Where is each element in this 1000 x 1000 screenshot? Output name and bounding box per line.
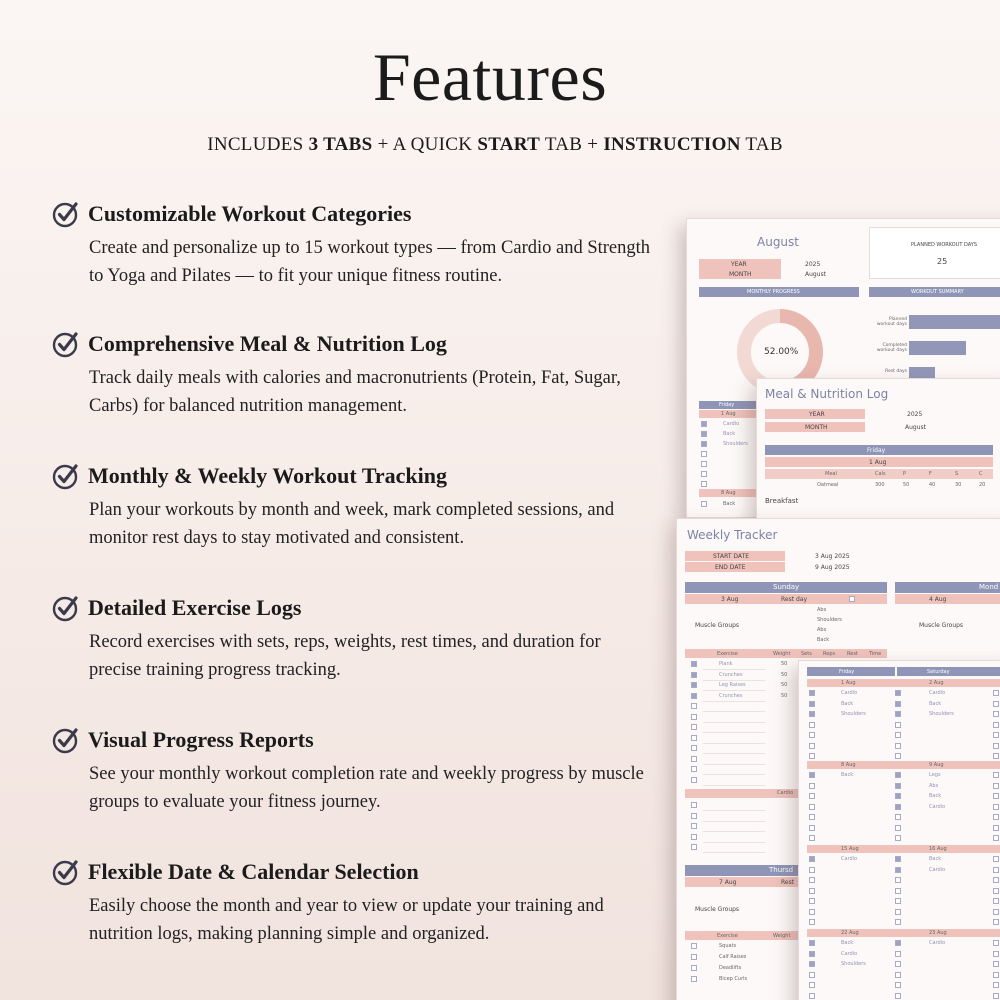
- cal-checkbox[interactable]: [809, 783, 815, 789]
- cal-item: Shoulders: [841, 711, 866, 717]
- thursday-exercise: Calf Raises: [719, 954, 747, 960]
- check-circle-icon: [52, 858, 80, 886]
- cal-item: Abs: [929, 782, 939, 789]
- cal-checkbox[interactable]: [993, 951, 999, 957]
- meal-row-value: 300: [875, 482, 885, 488]
- row-line: [703, 831, 765, 832]
- thursday-checkbox[interactable]: [691, 976, 697, 982]
- cal-checkbox[interactable]: [895, 690, 901, 696]
- row-line: [703, 711, 765, 712]
- meal-month-value: August: [905, 424, 926, 431]
- thursday-ex-col: Exercise: [717, 933, 738, 939]
- cal-item: Back: [841, 700, 854, 707]
- calendar-sheet: [798, 660, 1000, 1000]
- cal-checkbox[interactable]: [809, 982, 815, 988]
- friday-label: Friday: [719, 402, 735, 408]
- cal-checkbox[interactable]: [809, 711, 815, 717]
- subtitle-part: TAB +: [540, 134, 604, 155]
- cal-checkbox[interactable]: [993, 982, 999, 988]
- weekly-title: Weekly Tracker: [687, 528, 778, 542]
- exercise-checkbox[interactable]: [691, 745, 697, 751]
- exercise-weight: 50: [781, 661, 788, 667]
- progress-header-label: MONTHLY PROGRESS: [747, 289, 800, 295]
- cal-item: Cardio: [929, 803, 946, 810]
- row-line: [703, 701, 765, 702]
- cal-checkbox[interactable]: [809, 919, 815, 925]
- cal-item: Back: [841, 772, 854, 778]
- exercise-col: Rest: [847, 651, 858, 657]
- sunday-rest: Rest day: [781, 596, 808, 603]
- cal-checkbox[interactable]: [895, 888, 901, 894]
- feature-description: Easily choose the month and year to view or update your training and nutrition logs, making planning simple and organized.: [89, 896, 604, 944]
- exercise-checkbox[interactable]: [691, 661, 697, 667]
- planned-value: 25: [937, 257, 948, 266]
- cal-checkbox[interactable]: [993, 783, 999, 789]
- day-item: Cardio: [723, 421, 740, 427]
- meal-breakfast: Breakfast: [765, 497, 799, 505]
- meal-row-value: 40: [929, 482, 936, 488]
- day-checkbox[interactable]: [701, 451, 707, 457]
- cal-checkbox[interactable]: [809, 793, 815, 799]
- row-line: [703, 764, 765, 765]
- row-line: [703, 810, 765, 811]
- meal-col: C: [979, 471, 983, 477]
- muscle-groups-label-2: Muscle Groups: [919, 622, 964, 629]
- meal-row-value: 30: [955, 482, 962, 488]
- exercise-checkbox[interactable]: [691, 756, 697, 762]
- cardio-checkbox[interactable]: [691, 844, 697, 850]
- check-circle-icon: [52, 726, 80, 754]
- cal-checkbox[interactable]: [993, 940, 999, 946]
- cal-checkbox[interactable]: [809, 835, 815, 841]
- cal-checkbox[interactable]: [895, 835, 901, 841]
- meal-title: Meal & Nutrition Log: [765, 387, 889, 401]
- row-line: [703, 774, 765, 775]
- cal-checkbox[interactable]: [809, 940, 815, 946]
- meal-row-value: 20: [979, 482, 986, 488]
- thursday-exercise: Bicep Curls: [719, 976, 748, 982]
- cal-item: Back: [929, 700, 942, 707]
- meal-date: 1 Aug: [869, 459, 887, 466]
- cal-checkbox[interactable]: [993, 690, 999, 696]
- cal-item: Back: [929, 856, 942, 862]
- cal-checkbox[interactable]: [993, 961, 999, 967]
- cal-checkbox[interactable]: [993, 804, 999, 810]
- muscle-item: Shoulders: [817, 617, 842, 623]
- cal-checkbox[interactable]: [809, 877, 815, 883]
- day-checkbox[interactable]: [701, 481, 707, 487]
- cal-checkbox[interactable]: [993, 898, 999, 904]
- exercise-col: Sets: [801, 651, 812, 657]
- meal-row-name: Oatmeal: [817, 482, 839, 488]
- cal-checkbox[interactable]: [895, 972, 901, 978]
- exercise-checkbox[interactable]: [691, 724, 697, 730]
- cal-checkbox[interactable]: [895, 743, 901, 749]
- check-circle-icon: [52, 462, 80, 490]
- feature-description: Track daily meals with calories and macronutrients (Protein, Fat, Sugar, Carbs) for balanced nutrition management.: [89, 368, 621, 416]
- cardio-checkbox[interactable]: [691, 813, 697, 819]
- cal-date-row: [807, 761, 1000, 769]
- cal-checkbox[interactable]: [809, 888, 815, 894]
- cal-checkbox[interactable]: [895, 898, 901, 904]
- cal-checkbox[interactable]: [895, 909, 901, 915]
- cal-item: Cardio: [929, 866, 946, 873]
- year-label: YEAR: [731, 261, 747, 268]
- cal-checkbox[interactable]: [895, 982, 901, 988]
- cal-checkbox[interactable]: [809, 972, 815, 978]
- cal-checkbox[interactable]: [895, 951, 901, 957]
- cal-date-row: [807, 845, 1000, 853]
- cal-checkbox[interactable]: [993, 835, 999, 841]
- cal-checkbox[interactable]: [993, 722, 999, 728]
- exercise-checkbox[interactable]: [691, 672, 697, 678]
- exercise-weight: 50: [781, 682, 788, 688]
- summary-bar: [909, 315, 1000, 329]
- cal-item: Cardio: [929, 690, 946, 696]
- sunday-label: Sunday: [773, 583, 800, 591]
- cal-checkbox[interactable]: [895, 753, 901, 759]
- cal-date: 23 Aug: [929, 930, 947, 936]
- feature-title: Comprehensive Meal & Nutrition Log: [88, 331, 447, 356]
- exercise-name: Crunches: [719, 671, 743, 678]
- subtitle-part: INSTRUCTION: [603, 134, 741, 155]
- meal-col: S: [955, 471, 959, 477]
- cal-checkbox[interactable]: [895, 732, 901, 738]
- day-checkbox[interactable]: [701, 461, 707, 467]
- cardio-label: Cardio: [777, 790, 794, 796]
- cal-checkbox[interactable]: [993, 919, 999, 925]
- feature-title: Detailed Exercise Logs: [88, 595, 302, 620]
- muscle-item: Abs: [817, 627, 827, 633]
- end-date-value: 9 Aug 2025: [815, 564, 850, 571]
- cal-checkbox[interactable]: [809, 951, 815, 957]
- exercise-col: Weight: [773, 651, 791, 657]
- meal-year-value: 2025: [907, 411, 923, 418]
- meal-log-sheet: [756, 378, 1000, 528]
- cal-checkbox[interactable]: [895, 940, 901, 946]
- exercise-checkbox[interactable]: [691, 766, 697, 772]
- feature-description: Create and personalize up to 15 workout types — from Cardio and Strength to Yoga and Pilates — to fit your unique fitness routine.: [89, 238, 651, 286]
- feature-head: [52, 200, 652, 228]
- cal-item: Shoulders: [841, 961, 866, 967]
- cardio-checkbox[interactable]: [691, 823, 697, 829]
- subtitle-part: + A QUICK: [372, 134, 478, 155]
- planned-box: [869, 227, 1000, 279]
- sunday-date: 3 Aug: [721, 596, 739, 603]
- thursday-rest: Rest: [781, 879, 795, 886]
- cal-checkbox[interactable]: [809, 867, 815, 873]
- cal-item: Shoulders: [929, 711, 954, 717]
- cal-checkbox[interactable]: [809, 772, 815, 778]
- feature-item: [52, 594, 652, 684]
- cal-checkbox[interactable]: [993, 867, 999, 873]
- exercise-name: Leg Raises: [719, 682, 746, 688]
- cal-checkbox[interactable]: [809, 722, 815, 728]
- cal-checkbox[interactable]: [809, 743, 815, 749]
- month-value: August: [805, 271, 826, 278]
- cal-item: Back: [841, 940, 854, 946]
- cal-item: Cardio: [841, 950, 858, 957]
- day2-item: Back: [723, 501, 736, 507]
- summary-row-label: Rest days: [885, 369, 907, 374]
- feature-title: Visual Progress Reports: [88, 727, 314, 752]
- cal-checkbox[interactable]: [895, 856, 901, 862]
- cardio-checkbox[interactable]: [691, 802, 697, 808]
- cal-checkbox[interactable]: [993, 856, 999, 862]
- year-value: 2025: [805, 261, 821, 268]
- cal-checkbox[interactable]: [895, 722, 901, 728]
- start-date-label: START DATE: [713, 553, 750, 560]
- feature-head: [52, 462, 652, 490]
- cal-checkbox[interactable]: [809, 909, 815, 915]
- cal-date: 8 Aug: [841, 762, 856, 768]
- row-line: [703, 821, 765, 822]
- subtitle-part: INCLUDES: [207, 134, 309, 155]
- exercise-name: Crunches: [719, 692, 743, 699]
- muscle-item: Abs: [817, 607, 827, 613]
- subtitle: [0, 134, 990, 156]
- muscle-item: Back: [817, 637, 830, 643]
- monday-label: Mond: [979, 583, 999, 591]
- cal-checkbox[interactable]: [993, 993, 999, 999]
- exercise-checkbox[interactable]: [691, 703, 697, 709]
- cal-checkbox[interactable]: [809, 732, 815, 738]
- exercise-checkbox[interactable]: [691, 682, 697, 688]
- day2-checkbox[interactable]: [701, 501, 707, 507]
- cal-checkbox[interactable]: [993, 877, 999, 883]
- rest-day-checkbox[interactable]: [849, 596, 855, 602]
- feature-item: [52, 726, 652, 816]
- exercise-checkbox[interactable]: [691, 693, 697, 699]
- meal-month-label: MONTH: [805, 424, 828, 431]
- check-circle-icon: [52, 200, 80, 228]
- feature-head: [52, 594, 652, 622]
- cal-item: Legs: [929, 772, 941, 778]
- feature-head: [52, 726, 652, 754]
- cal-checkbox[interactable]: [993, 972, 999, 978]
- cal-item: Cardio: [929, 940, 946, 946]
- check-circle-icon: [52, 330, 80, 358]
- thursday-exercise: Deadlifts: [719, 965, 742, 971]
- cal-checkbox[interactable]: [993, 772, 999, 778]
- row-line: [703, 753, 765, 754]
- day-checkbox[interactable]: [701, 441, 707, 447]
- meal-row-value: 50: [903, 482, 910, 488]
- cal-checkbox[interactable]: [895, 711, 901, 717]
- summary-bar: [909, 341, 966, 355]
- cal-checkbox[interactable]: [993, 701, 999, 707]
- cal-date: 2 Aug: [929, 680, 944, 686]
- day-item: Shoulders: [723, 441, 748, 447]
- summary-row-label: Planned workout days: [876, 317, 907, 327]
- cal-checkbox[interactable]: [993, 814, 999, 820]
- page-title: Features: [372, 39, 608, 115]
- cal-checkbox[interactable]: [895, 993, 901, 999]
- exercise-weight: 50: [781, 671, 788, 678]
- muscle-groups-label: Muscle Groups: [695, 622, 740, 629]
- thursday-checkbox[interactable]: [691, 943, 697, 949]
- thursday-muscle-label: Muscle Groups: [695, 906, 740, 913]
- row-line: [703, 690, 765, 691]
- cal-checkbox[interactable]: [895, 701, 901, 707]
- cal-checkbox[interactable]: [895, 793, 901, 799]
- exercise-checkbox[interactable]: [691, 714, 697, 720]
- cal-checkbox[interactable]: [993, 711, 999, 717]
- meal-day-label: Friday: [867, 447, 886, 454]
- cal-checkbox[interactable]: [993, 743, 999, 749]
- feature-item: [52, 858, 652, 948]
- cal-checkbox[interactable]: [895, 772, 901, 778]
- friday-date: 1 Aug: [721, 411, 736, 417]
- meal-col: F: [929, 471, 932, 477]
- cal-date: 1 Aug: [841, 680, 856, 686]
- exercise-weight: 50: [781, 692, 788, 699]
- cal-checkbox[interactable]: [895, 919, 901, 925]
- cal-checkbox[interactable]: [809, 898, 815, 904]
- cal-checkbox[interactable]: [809, 804, 815, 810]
- cal-checkbox[interactable]: [809, 753, 815, 759]
- row-line: [703, 852, 765, 853]
- thursday-date: 7 Aug: [719, 879, 737, 886]
- row-line: [703, 722, 765, 723]
- meal-year-label: YEAR: [809, 411, 825, 418]
- monthly-title: August: [757, 235, 799, 249]
- cal-date-row: [807, 679, 1000, 687]
- exercise-col: Time: [869, 651, 882, 657]
- cal-checkbox[interactable]: [993, 825, 999, 831]
- cal-date-row: [807, 929, 1000, 937]
- subtitle-part: 3 TABS: [308, 134, 373, 155]
- thursday-checkbox[interactable]: [691, 954, 697, 960]
- feature-item: [52, 462, 652, 552]
- cal-checkbox[interactable]: [809, 814, 815, 820]
- start-date-value: 3 Aug 2025: [815, 553, 850, 560]
- cal-col1-label: Friday: [839, 669, 855, 675]
- exercise-col: Reps: [823, 651, 836, 657]
- cal-checkbox[interactable]: [993, 732, 999, 738]
- exercise-checkbox[interactable]: [691, 735, 697, 741]
- feature-item: [52, 330, 652, 420]
- feature-title: Customizable Workout Categories: [88, 201, 412, 226]
- row-line: [703, 743, 765, 744]
- thursday-checkbox[interactable]: [691, 965, 697, 971]
- thursday-exercise: Squats: [719, 943, 737, 949]
- day-checkbox[interactable]: [701, 431, 707, 437]
- feature-description: See your monthly workout completion rate and weekly progress by muscle groups to evaluate your fitness journey.: [89, 764, 644, 812]
- monday-date: 4 Aug: [929, 596, 947, 603]
- cal-date: 22 Aug: [841, 930, 859, 936]
- feature-description: Record exercises with sets, reps, weights, rest times, and duration for precise training progress tracking.: [89, 632, 601, 680]
- feature-title: Flexible Date & Calendar Selection: [88, 859, 419, 884]
- cal-date: 16 Aug: [929, 846, 947, 852]
- cal-checkbox[interactable]: [895, 867, 901, 873]
- summary-row-label: Completed workout days: [876, 343, 907, 353]
- day2-date: 8 Aug: [721, 490, 736, 496]
- row-line: [703, 669, 765, 670]
- cal-checkbox[interactable]: [809, 993, 815, 999]
- row-line: [703, 842, 765, 843]
- cal-checkbox[interactable]: [895, 814, 901, 820]
- feature-title: Monthly & Weekly Workout Tracking: [88, 463, 447, 488]
- cal-checkbox[interactable]: [993, 793, 999, 799]
- subtitle-part: START: [477, 134, 541, 155]
- meal-col: Meal: [825, 471, 837, 477]
- cal-checkbox[interactable]: [895, 804, 901, 810]
- cal-date: 9 Aug: [929, 762, 944, 768]
- cardio-checkbox[interactable]: [691, 834, 697, 840]
- feature-head: [52, 858, 652, 886]
- cal-checkbox[interactable]: [809, 856, 815, 862]
- cal-col2-label: Saturday: [927, 669, 950, 675]
- cal-checkbox[interactable]: [993, 909, 999, 915]
- row-line: [703, 680, 765, 681]
- cal-checkbox[interactable]: [895, 877, 901, 883]
- day-item: Back: [723, 431, 736, 437]
- row-line: [703, 785, 765, 786]
- cal-item: Cardio: [841, 690, 858, 696]
- cal-checkbox[interactable]: [895, 783, 901, 789]
- monday-date-cell: [895, 594, 1000, 604]
- exercise-name: Plank: [719, 661, 733, 667]
- day-checkbox[interactable]: [701, 471, 707, 477]
- end-date-label: END DATE: [715, 564, 746, 571]
- cal-checkbox[interactable]: [809, 825, 815, 831]
- progress-value: 52.00%: [764, 347, 799, 357]
- cal-checkbox[interactable]: [895, 825, 901, 831]
- check-circle-icon: [52, 594, 80, 622]
- cal-checkbox[interactable]: [809, 701, 815, 707]
- subtitle-part: TAB: [740, 134, 783, 155]
- cal-item: Cardio: [841, 856, 858, 862]
- cal-checkbox[interactable]: [895, 961, 901, 967]
- feature-description: Plan your workouts by month and week, mark completed sessions, and monitor rest days to stay motivated and consistent.: [89, 500, 615, 548]
- month-label: MONTH: [729, 271, 752, 278]
- cal-checkbox[interactable]: [993, 888, 999, 894]
- thursday-weight-col: Weight: [773, 933, 791, 939]
- summary-header-label: WORKOUT SUMMARY: [911, 289, 964, 295]
- cal-checkbox[interactable]: [993, 753, 999, 759]
- feature-head: [52, 330, 652, 358]
- day-checkbox[interactable]: [701, 421, 707, 427]
- meal-col: P: [903, 471, 907, 477]
- thursday-label: Thursd: [769, 866, 794, 874]
- planned-label: PLANNED WORKOUT DAYS: [911, 242, 978, 248]
- exercise-col: Exercise: [717, 651, 738, 657]
- cal-checkbox[interactable]: [809, 690, 815, 696]
- meal-col: Cals: [875, 471, 886, 477]
- cal-checkbox[interactable]: [809, 961, 815, 967]
- feature-item: [52, 200, 652, 290]
- exercise-checkbox[interactable]: [691, 777, 697, 783]
- cal-item: Back: [929, 793, 942, 799]
- row-line: [703, 732, 765, 733]
- cal-date: 15 Aug: [841, 846, 859, 852]
